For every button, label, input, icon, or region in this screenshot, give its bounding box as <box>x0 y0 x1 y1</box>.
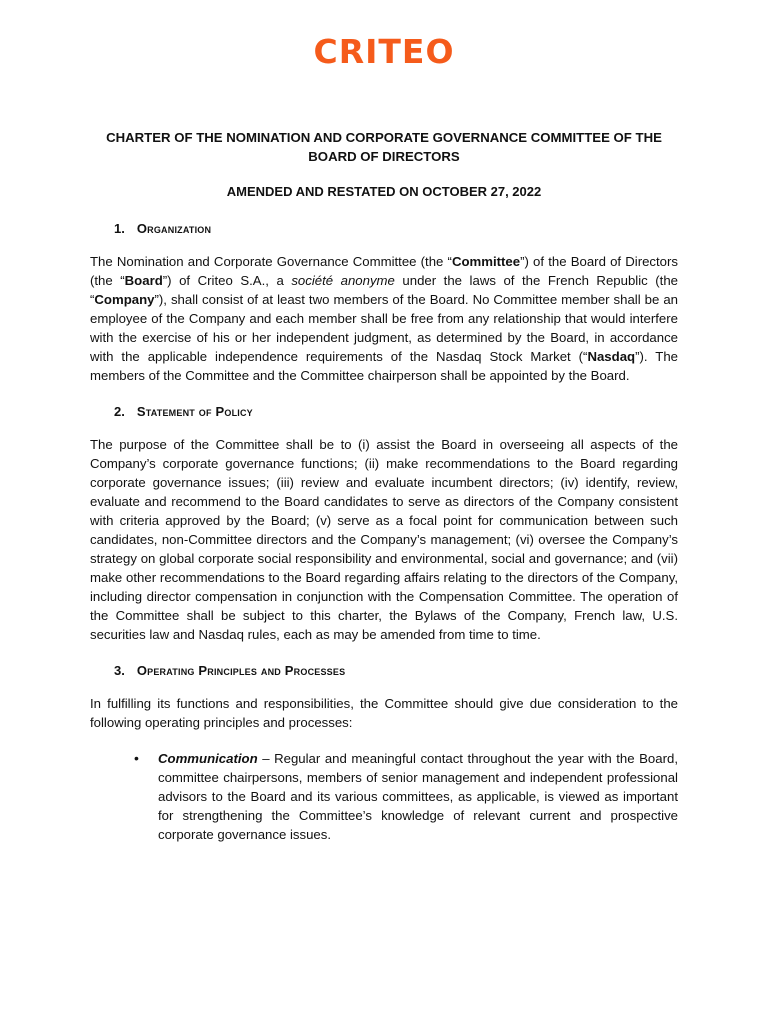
bullet-body: – Regular and meaningful contact throughout the year with the Board, committee chairpersons, members of senior management and independent professional advisors to the Board and its various committees, as applicable, is viewed as important for strengthening the Committee’s knowledge of relevant current and prospective corporate governance issues. <box>158 751 678 842</box>
section-title: Operating Principles and Processes <box>136 663 346 678</box>
section-title: Organization <box>136 221 212 236</box>
bullet-item-communication <box>134 749 678 844</box>
document-page <box>90 128 678 844</box>
document-subtitle: AMENDED AND RESTATED ON OCTOBER 27, 2022 <box>226 184 542 199</box>
text-run: ”), shall consist of at least two members of the Board. No Committee member shall be an employee of the Company and each member shall be free from any relationship that would interfere with the exercise of his or her independent judgment, as determined by the Board, in accordance with the applicable independence requirements of the Nasdaq Stock Market (“ <box>90 292 678 364</box>
defined-term: Board <box>124 273 163 288</box>
defined-term: Committee <box>451 254 521 269</box>
text-run: ”) of Criteo S.A., a <box>162 273 292 288</box>
section-heading-operating-principles <box>114 661 678 680</box>
section-heading-organization <box>114 219 678 238</box>
text-run: ”). The members of the Committee and the Committee chairperson shall be appointed by the Board. <box>90 349 678 383</box>
section-paragraph-organization <box>90 252 678 385</box>
text-run: The Nomination and Corporate Governance Committee (the “ <box>90 254 452 269</box>
bullet-icon: • <box>134 750 139 766</box>
defined-term: Company <box>94 292 155 307</box>
section-title: Statement of Policy <box>136 404 253 419</box>
section-paragraph-statement-of-policy: The purpose of the Committee shall be to (i) assist the Board in overseeing all aspects of the Company’s corporate governance functions; (ii) make recommendations to the Board regarding corporate governance issues; (iii) review and evaluate incumbent directors; (iv) identify, review, evaluate and recommend to the Board candidates to serve as directors of the Company consistent with criteria approved by the Board; (v) serve as a focal point for communication between such candidates, non-Committee directors and the Company’s management; (vi) oversee the Company’s strategy on global corporate social responsibility and environmental, social and governance; and (vii) make other recommendations to the Board regarding affairs relating to the directors of the Company, including director compensation in conjunction with the Compensation Committee. The operation of the Committee shall be subject to this charter, the Bylaws of the Company, French law, U.S. securities law and Nasdaq rules, each as may be amended from time to time. <box>90 437 678 642</box>
text-run: under the laws of the French Republic (the “ <box>90 273 679 307</box>
defined-term: Nasdaq <box>587 349 636 364</box>
section-number: 3. <box>114 663 125 678</box>
section-heading-statement-of-policy <box>114 402 678 421</box>
criteo-logo: CRITEO <box>313 32 455 71</box>
section-paragraph-operating-principles: In fulfilling its functions and responsibilities, the Committee should give due consideration to the following operating principles and processes: <box>90 696 678 730</box>
section-number: 2. <box>114 404 125 419</box>
document-title: CHARTER OF THE NOMINATION AND CORPORATE GOVERNANCE COMMITTEE OF THE BOARD OF DIRECTORS <box>106 130 662 164</box>
text-run: ”) of the Board of Directors (the “ <box>90 254 678 288</box>
italic-term: société anonyme <box>291 273 395 288</box>
bullet-text <box>158 749 678 844</box>
bullet-term: Communication <box>158 751 258 766</box>
section-number: 1. <box>114 221 125 236</box>
